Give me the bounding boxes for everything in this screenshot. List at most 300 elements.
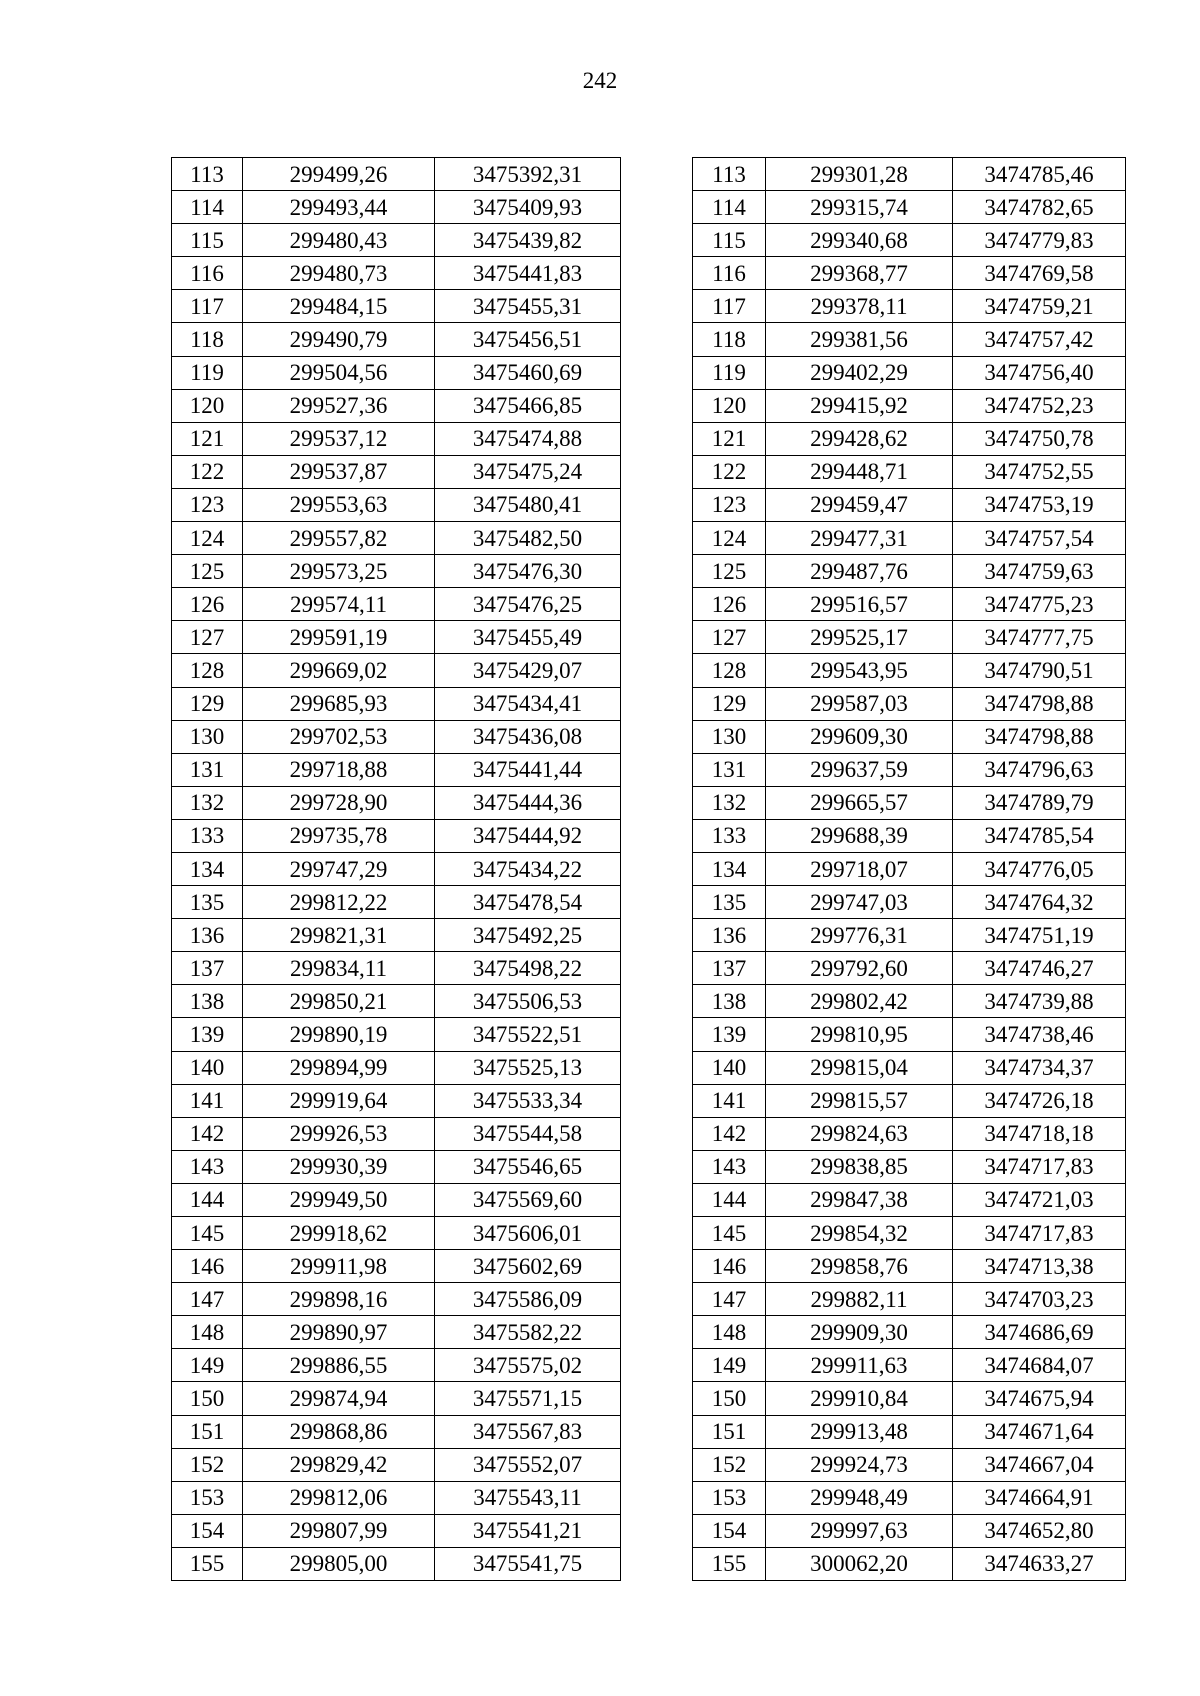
y-coordinate-cell: 3475546,65 [435, 1150, 621, 1183]
point-number-cell: 145 [693, 1217, 766, 1250]
y-coordinate-cell: 3474769,58 [953, 257, 1126, 290]
table-row [172, 1448, 621, 1481]
point-number-cell: 117 [172, 290, 243, 323]
table-row [172, 654, 621, 687]
y-coordinate-cell: 3474633,27 [953, 1547, 1126, 1580]
y-coordinate-cell: 3475567,83 [435, 1415, 621, 1448]
table-row [693, 290, 1126, 323]
x-coordinate-cell: 299824,63 [766, 1117, 953, 1150]
x-coordinate-cell: 300062,20 [766, 1547, 953, 1580]
y-coordinate-cell: 3475441,44 [435, 753, 621, 786]
point-number-cell: 139 [693, 1018, 766, 1051]
table-row [172, 356, 621, 389]
point-number-cell: 146 [693, 1250, 766, 1283]
point-number-cell: 151 [693, 1415, 766, 1448]
table-row [693, 1415, 1126, 1448]
x-coordinate-cell: 299834,11 [243, 952, 435, 985]
point-number-cell: 155 [693, 1547, 766, 1580]
point-number-cell: 154 [172, 1514, 243, 1547]
point-number-cell: 121 [693, 422, 766, 455]
point-number-cell: 131 [693, 753, 766, 786]
y-coordinate-cell: 3474757,54 [953, 522, 1126, 555]
point-number-cell: 115 [693, 224, 766, 257]
x-coordinate-cell: 299448,71 [766, 455, 953, 488]
point-number-cell: 152 [693, 1448, 766, 1481]
point-number-cell: 155 [172, 1547, 243, 1580]
x-coordinate-cell: 299504,56 [243, 356, 435, 389]
table-row [693, 1448, 1126, 1481]
x-coordinate-cell: 299573,25 [243, 555, 435, 588]
y-coordinate-cell: 3475436,08 [435, 720, 621, 753]
table-row [693, 1283, 1126, 1316]
y-coordinate-cell: 3474686,69 [953, 1316, 1126, 1349]
y-coordinate-cell: 3475525,13 [435, 1051, 621, 1084]
table-row [172, 224, 621, 257]
table-row [172, 886, 621, 919]
table-row [693, 621, 1126, 654]
x-coordinate-cell: 299918,62 [243, 1217, 435, 1250]
x-coordinate-cell: 299378,11 [766, 290, 953, 323]
table-row [693, 1514, 1126, 1547]
y-coordinate-cell: 3475456,51 [435, 323, 621, 356]
point-number-cell: 137 [172, 952, 243, 985]
y-coordinate-cell: 3474746,27 [953, 952, 1126, 985]
point-number-cell: 116 [693, 257, 766, 290]
table-row [172, 1084, 621, 1117]
y-coordinate-cell: 3474750,78 [953, 422, 1126, 455]
point-number-cell: 137 [693, 952, 766, 985]
x-coordinate-cell: 299537,87 [243, 455, 435, 488]
point-number-cell: 118 [693, 323, 766, 356]
y-coordinate-cell: 3474717,83 [953, 1217, 1126, 1250]
x-coordinate-cell: 299810,95 [766, 1018, 953, 1051]
y-coordinate-cell: 3474776,05 [953, 852, 1126, 885]
x-coordinate-cell: 299574,11 [243, 588, 435, 621]
x-coordinate-cell: 299702,53 [243, 720, 435, 753]
table-row [693, 952, 1126, 985]
x-coordinate-cell: 299493,44 [243, 191, 435, 224]
x-coordinate-cell: 299829,42 [243, 1448, 435, 1481]
point-number-cell: 134 [172, 852, 243, 885]
table-row [693, 1084, 1126, 1117]
x-coordinate-cell: 299886,55 [243, 1349, 435, 1382]
point-number-cell: 113 [693, 158, 766, 191]
point-number-cell: 150 [693, 1382, 766, 1415]
y-coordinate-cell: 3475434,22 [435, 852, 621, 885]
y-coordinate-cell: 3474703,23 [953, 1283, 1126, 1316]
x-coordinate-cell: 299898,16 [243, 1283, 435, 1316]
table-row [693, 555, 1126, 588]
point-number-cell: 127 [172, 621, 243, 654]
point-number-cell: 143 [172, 1150, 243, 1183]
coordinates-table-left [171, 157, 621, 1581]
table-row [172, 1183, 621, 1216]
y-coordinate-cell: 3474752,55 [953, 455, 1126, 488]
table-row [172, 257, 621, 290]
table-row [693, 1183, 1126, 1216]
table-row [693, 819, 1126, 852]
table-row [693, 522, 1126, 555]
y-coordinate-cell: 3475544,58 [435, 1117, 621, 1150]
table-row [693, 1481, 1126, 1514]
y-coordinate-cell: 3475460,69 [435, 356, 621, 389]
x-coordinate-cell: 299499,26 [243, 158, 435, 191]
table-row [172, 952, 621, 985]
x-coordinate-cell: 299913,48 [766, 1415, 953, 1448]
y-coordinate-cell: 3474671,64 [953, 1415, 1126, 1448]
y-coordinate-cell: 3474713,38 [953, 1250, 1126, 1283]
y-coordinate-cell: 3475543,11 [435, 1481, 621, 1514]
x-coordinate-cell: 299591,19 [243, 621, 435, 654]
point-number-cell: 130 [693, 720, 766, 753]
y-coordinate-cell: 3474790,51 [953, 654, 1126, 687]
x-coordinate-cell: 299402,29 [766, 356, 953, 389]
y-coordinate-cell: 3475444,92 [435, 819, 621, 852]
x-coordinate-cell: 299926,53 [243, 1117, 435, 1150]
point-number-cell: 129 [693, 687, 766, 720]
y-coordinate-cell: 3474798,88 [953, 720, 1126, 753]
x-coordinate-cell: 299728,90 [243, 786, 435, 819]
point-number-cell: 120 [693, 389, 766, 422]
y-coordinate-cell: 3474782,65 [953, 191, 1126, 224]
point-number-cell: 142 [172, 1117, 243, 1150]
table-row [172, 852, 621, 885]
y-coordinate-cell: 3474798,88 [953, 687, 1126, 720]
y-coordinate-cell: 3474751,19 [953, 919, 1126, 952]
x-coordinate-cell: 299802,42 [766, 985, 953, 1018]
x-coordinate-cell: 299665,57 [766, 786, 953, 819]
y-coordinate-cell: 3474785,54 [953, 819, 1126, 852]
point-number-cell: 120 [172, 389, 243, 422]
point-number-cell: 154 [693, 1514, 766, 1547]
table-row [172, 522, 621, 555]
table-row [693, 191, 1126, 224]
table-row [693, 422, 1126, 455]
table-row [693, 1051, 1126, 1084]
point-number-cell: 125 [693, 555, 766, 588]
x-coordinate-cell: 299812,22 [243, 886, 435, 919]
table-row [693, 919, 1126, 952]
point-number-cell: 124 [693, 522, 766, 555]
x-coordinate-cell: 299930,39 [243, 1150, 435, 1183]
y-coordinate-cell: 3475552,07 [435, 1448, 621, 1481]
point-number-cell: 153 [172, 1481, 243, 1514]
point-number-cell: 122 [693, 455, 766, 488]
table-row [172, 1117, 621, 1150]
x-coordinate-cell: 299948,49 [766, 1481, 953, 1514]
y-coordinate-cell: 3475444,36 [435, 786, 621, 819]
table-row [172, 191, 621, 224]
y-coordinate-cell: 3474667,04 [953, 1448, 1126, 1481]
table-row [693, 257, 1126, 290]
table-row [172, 919, 621, 952]
y-coordinate-cell: 3474738,46 [953, 1018, 1126, 1051]
y-coordinate-cell: 3474752,23 [953, 389, 1126, 422]
x-coordinate-cell: 299525,17 [766, 621, 953, 654]
x-coordinate-cell: 299815,04 [766, 1051, 953, 1084]
point-number-cell: 149 [693, 1349, 766, 1382]
y-coordinate-cell: 3475476,25 [435, 588, 621, 621]
coordinates-table-left-body [172, 158, 621, 1581]
x-coordinate-cell: 299553,63 [243, 488, 435, 521]
table-row [172, 687, 621, 720]
coordinates-table-right-body [693, 158, 1126, 1581]
table-row [172, 1283, 621, 1316]
y-coordinate-cell: 3474726,18 [953, 1084, 1126, 1117]
point-number-cell: 147 [172, 1283, 243, 1316]
y-coordinate-cell: 3475476,30 [435, 555, 621, 588]
table-row [693, 1349, 1126, 1382]
y-coordinate-cell: 3475533,34 [435, 1084, 621, 1117]
y-coordinate-cell: 3475606,01 [435, 1217, 621, 1250]
y-coordinate-cell: 3475522,51 [435, 1018, 621, 1051]
table-row [172, 555, 621, 588]
table-row [172, 1481, 621, 1514]
y-coordinate-cell: 3474785,46 [953, 158, 1126, 191]
y-coordinate-cell: 3474789,79 [953, 786, 1126, 819]
y-coordinate-cell: 3475434,41 [435, 687, 621, 720]
table-row [693, 886, 1126, 919]
point-number-cell: 115 [172, 224, 243, 257]
x-coordinate-cell: 299890,19 [243, 1018, 435, 1051]
point-number-cell: 136 [693, 919, 766, 952]
table-row [693, 224, 1126, 257]
x-coordinate-cell: 299543,95 [766, 654, 953, 687]
point-number-cell: 123 [172, 488, 243, 521]
y-coordinate-cell: 3474759,63 [953, 555, 1126, 588]
x-coordinate-cell: 299815,57 [766, 1084, 953, 1117]
point-number-cell: 113 [172, 158, 243, 191]
table-row [172, 1415, 621, 1448]
x-coordinate-cell: 299890,97 [243, 1316, 435, 1349]
x-coordinate-cell: 299858,76 [766, 1250, 953, 1283]
point-number-cell: 148 [693, 1316, 766, 1349]
y-coordinate-cell: 3474721,03 [953, 1183, 1126, 1216]
x-coordinate-cell: 299381,56 [766, 323, 953, 356]
point-number-cell: 130 [172, 720, 243, 753]
y-coordinate-cell: 3475409,93 [435, 191, 621, 224]
y-coordinate-cell: 3475582,22 [435, 1316, 621, 1349]
point-number-cell: 129 [172, 687, 243, 720]
x-coordinate-cell: 299718,07 [766, 852, 953, 885]
table-row [693, 1250, 1126, 1283]
x-coordinate-cell: 299609,30 [766, 720, 953, 753]
point-number-cell: 144 [693, 1183, 766, 1216]
table-row [172, 1018, 621, 1051]
table-row [172, 1349, 621, 1382]
y-coordinate-cell: 3475482,50 [435, 522, 621, 555]
y-coordinate-cell: 3474796,63 [953, 753, 1126, 786]
y-coordinate-cell: 3474664,91 [953, 1481, 1126, 1514]
x-coordinate-cell: 299735,78 [243, 819, 435, 852]
x-coordinate-cell: 299911,63 [766, 1349, 953, 1382]
x-coordinate-cell: 299480,43 [243, 224, 435, 257]
point-number-cell: 125 [172, 555, 243, 588]
point-number-cell: 119 [172, 356, 243, 389]
y-coordinate-cell: 3475569,60 [435, 1183, 621, 1216]
y-coordinate-cell: 3474684,07 [953, 1349, 1126, 1382]
table-row [172, 455, 621, 488]
x-coordinate-cell: 299480,73 [243, 257, 435, 290]
x-coordinate-cell: 299340,68 [766, 224, 953, 257]
table-row [693, 323, 1126, 356]
point-number-cell: 140 [693, 1051, 766, 1084]
table-row [172, 422, 621, 455]
x-coordinate-cell: 299838,85 [766, 1150, 953, 1183]
table-row [172, 290, 621, 323]
table-row [693, 654, 1126, 687]
point-number-cell: 119 [693, 356, 766, 389]
table-row [693, 1018, 1126, 1051]
point-number-cell: 138 [693, 985, 766, 1018]
x-coordinate-cell: 299527,36 [243, 389, 435, 422]
x-coordinate-cell: 299537,12 [243, 422, 435, 455]
y-coordinate-cell: 3475392,31 [435, 158, 621, 191]
x-coordinate-cell: 299415,92 [766, 389, 953, 422]
y-coordinate-cell: 3475439,82 [435, 224, 621, 257]
table-row [693, 588, 1126, 621]
y-coordinate-cell: 3474739,88 [953, 985, 1126, 1018]
x-coordinate-cell: 299587,03 [766, 687, 953, 720]
y-coordinate-cell: 3475475,24 [435, 455, 621, 488]
x-coordinate-cell: 299477,31 [766, 522, 953, 555]
point-number-cell: 114 [693, 191, 766, 224]
point-number-cell: 127 [693, 621, 766, 654]
x-coordinate-cell: 299637,59 [766, 753, 953, 786]
x-coordinate-cell: 299459,47 [766, 488, 953, 521]
point-number-cell: 121 [172, 422, 243, 455]
page-number: 242 [582, 68, 618, 93]
table-row [693, 1150, 1126, 1183]
point-number-cell: 128 [172, 654, 243, 687]
point-number-cell: 143 [693, 1150, 766, 1183]
y-coordinate-cell: 3475602,69 [435, 1250, 621, 1283]
y-coordinate-cell: 3475429,07 [435, 654, 621, 687]
y-coordinate-cell: 3474757,42 [953, 323, 1126, 356]
y-coordinate-cell: 3475466,85 [435, 389, 621, 422]
y-coordinate-cell: 3475571,15 [435, 1382, 621, 1415]
point-number-cell: 149 [172, 1349, 243, 1382]
y-coordinate-cell: 3474764,32 [953, 886, 1126, 919]
point-number-cell: 132 [693, 786, 766, 819]
table-row [172, 753, 621, 786]
y-coordinate-cell: 3474717,83 [953, 1150, 1126, 1183]
table-row [172, 1382, 621, 1415]
table-row [693, 1382, 1126, 1415]
point-number-cell: 135 [172, 886, 243, 919]
y-coordinate-cell: 3474652,80 [953, 1514, 1126, 1547]
table-row [693, 389, 1126, 422]
y-coordinate-cell: 3475474,88 [435, 422, 621, 455]
x-coordinate-cell: 299805,00 [243, 1547, 435, 1580]
x-coordinate-cell: 299854,32 [766, 1217, 953, 1250]
table-row [693, 1316, 1126, 1349]
x-coordinate-cell: 299850,21 [243, 985, 435, 1018]
point-number-cell: 114 [172, 191, 243, 224]
point-number-cell: 152 [172, 1448, 243, 1481]
point-number-cell: 142 [693, 1117, 766, 1150]
point-number-cell: 132 [172, 786, 243, 819]
x-coordinate-cell: 299747,03 [766, 886, 953, 919]
y-coordinate-cell: 3475455,49 [435, 621, 621, 654]
point-number-cell: 124 [172, 522, 243, 555]
x-coordinate-cell: 299557,82 [243, 522, 435, 555]
y-coordinate-cell: 3475480,41 [435, 488, 621, 521]
y-coordinate-cell: 3475575,02 [435, 1349, 621, 1382]
table-row [172, 1547, 621, 1580]
table-row [172, 389, 621, 422]
x-coordinate-cell: 299812,06 [243, 1481, 435, 1514]
table-row [693, 1547, 1126, 1580]
y-coordinate-cell: 3475492,25 [435, 919, 621, 952]
point-number-cell: 116 [172, 257, 243, 290]
x-coordinate-cell: 299688,39 [766, 819, 953, 852]
y-coordinate-cell: 3474759,21 [953, 290, 1126, 323]
table-row [693, 158, 1126, 191]
y-coordinate-cell: 3475586,09 [435, 1283, 621, 1316]
table-row [172, 1514, 621, 1547]
point-number-cell: 140 [172, 1051, 243, 1084]
table-row [693, 985, 1126, 1018]
y-coordinate-cell: 3474718,18 [953, 1117, 1126, 1150]
x-coordinate-cell: 299516,57 [766, 588, 953, 621]
point-number-cell: 117 [693, 290, 766, 323]
x-coordinate-cell: 299919,64 [243, 1084, 435, 1117]
table-row [172, 1150, 621, 1183]
x-coordinate-cell: 299490,79 [243, 323, 435, 356]
table-row [693, 786, 1126, 819]
table-row [172, 1250, 621, 1283]
y-coordinate-cell: 3474675,94 [953, 1382, 1126, 1415]
point-number-cell: 141 [172, 1084, 243, 1117]
point-number-cell: 146 [172, 1250, 243, 1283]
point-number-cell: 144 [172, 1183, 243, 1216]
point-number-cell: 141 [693, 1084, 766, 1117]
x-coordinate-cell: 299874,94 [243, 1382, 435, 1415]
table-row [172, 621, 621, 654]
table-row [693, 687, 1126, 720]
point-number-cell: 134 [693, 852, 766, 885]
y-coordinate-cell: 3475506,53 [435, 985, 621, 1018]
table-row [172, 158, 621, 191]
table-row [172, 1316, 621, 1349]
point-number-cell: 135 [693, 886, 766, 919]
x-coordinate-cell: 299997,63 [766, 1514, 953, 1547]
table-row [172, 1051, 621, 1084]
table-row [172, 588, 621, 621]
y-coordinate-cell: 3474779,83 [953, 224, 1126, 257]
point-number-cell: 126 [693, 588, 766, 621]
point-number-cell: 153 [693, 1481, 766, 1514]
point-number-cell: 145 [172, 1217, 243, 1250]
y-coordinate-cell: 3474777,75 [953, 621, 1126, 654]
x-coordinate-cell: 299894,99 [243, 1051, 435, 1084]
x-coordinate-cell: 299882,11 [766, 1283, 953, 1316]
y-coordinate-cell: 3474734,37 [953, 1051, 1126, 1084]
table-row [172, 1217, 621, 1250]
y-coordinate-cell: 3475441,83 [435, 257, 621, 290]
table-row [693, 1117, 1126, 1150]
point-number-cell: 118 [172, 323, 243, 356]
table-row [693, 488, 1126, 521]
point-number-cell: 131 [172, 753, 243, 786]
x-coordinate-cell: 299428,62 [766, 422, 953, 455]
point-number-cell: 150 [172, 1382, 243, 1415]
x-coordinate-cell: 299847,38 [766, 1183, 953, 1216]
coordinates-table-right [692, 157, 1126, 1581]
point-number-cell: 128 [693, 654, 766, 687]
point-number-cell: 151 [172, 1415, 243, 1448]
